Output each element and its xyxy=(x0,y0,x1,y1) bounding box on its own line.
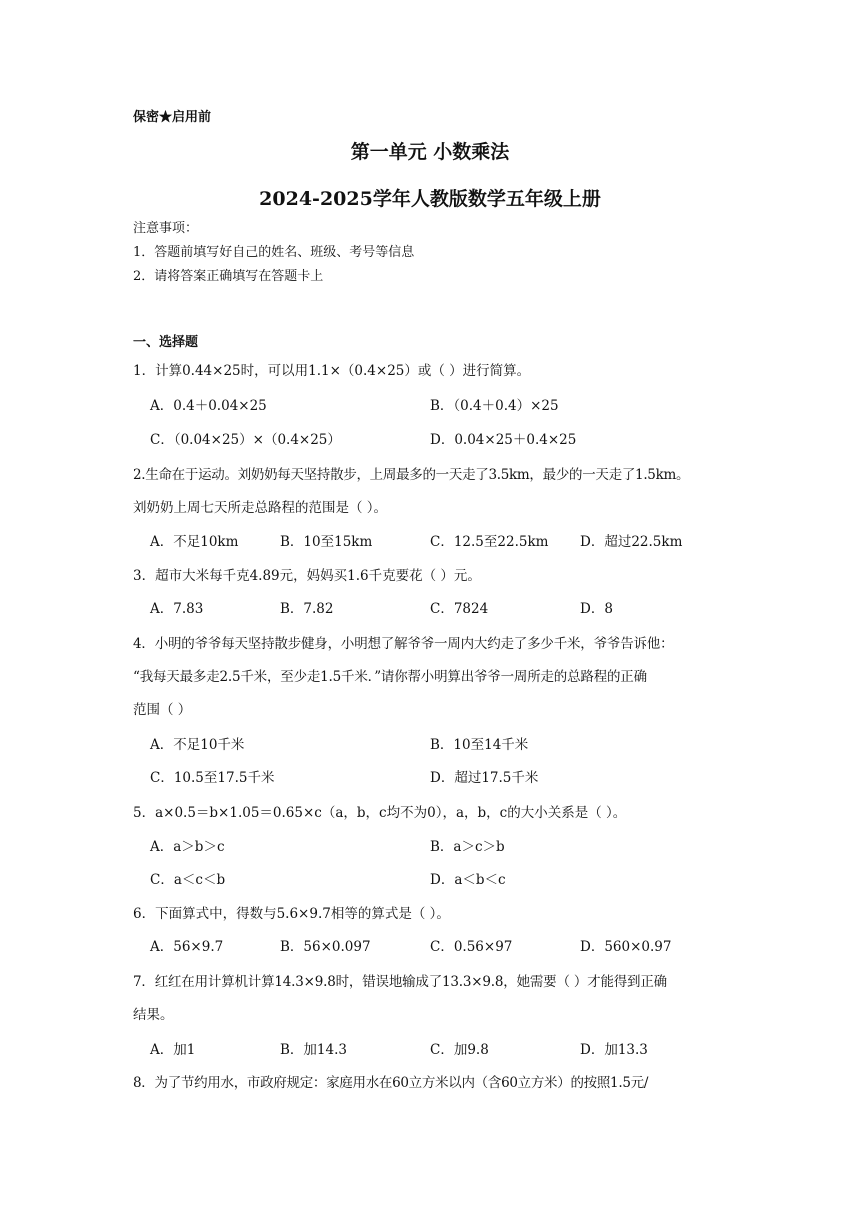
q6-option-b: B．56×0.097 xyxy=(280,939,371,955)
q2-option-d: D．超过22.5km xyxy=(580,534,683,550)
q7-option-c: C．加9.8 xyxy=(430,1042,489,1058)
q5-option-c: C．a＜c＜b xyxy=(150,872,226,888)
notes-item: 1．答题前填写好自己的姓名、班级、考号等信息 xyxy=(133,245,415,260)
question-7-text: 7．红红在用计算机计算14.3×9.8时，错误地输成了13.3×9.8，她需要（ ）才能得到正确 xyxy=(133,974,667,990)
q3-option-c: C．7824 xyxy=(430,601,489,617)
q3-option-b: B．7.82 xyxy=(280,601,334,617)
q4-option-b: B．10至14千米 xyxy=(430,737,529,753)
question-4-text-cont: “我每天最多走2.5千米，至少走1.5千米．”请你帮小明算出爷爷一周所走的总路程的正确 xyxy=(133,669,647,685)
q2-option-b: B．10至15km xyxy=(280,534,373,550)
q2-option-c: C．12.5至22.5km xyxy=(430,534,549,550)
question-4-text-cont: 范围（ ） xyxy=(133,702,192,718)
q1-option-d: D．0.04×25＋0.4×25 xyxy=(430,432,577,448)
question-1-text: 1．计算0.44×25时，可以用1.1×（0.4×25）或（ ）进行简算。 xyxy=(133,363,531,379)
question-8-text: 8．为了节约用水，市政府规定：家庭用水在60立方米以内（含60立方米）的按照1.5元/ xyxy=(133,1075,649,1091)
q5-option-b: B．a＞c＞b xyxy=(430,839,505,855)
question-3-text: 3．超市大米每千克4.89元，妈妈买1.6千克要花（ ）元。 xyxy=(133,568,481,584)
q1-option-a: A．0.4＋0.04×25 xyxy=(150,398,267,414)
page-subtitle: 2024-2025学年人教版数学五年级上册 xyxy=(259,188,601,210)
question-6-text: 6．下面算式中，得数与5.6×9.7相等的算式是（ ）。 xyxy=(133,906,450,922)
q7-option-a: A．加1 xyxy=(150,1042,196,1058)
q7-option-b: B．加14.3 xyxy=(280,1042,347,1058)
question-4-text: 4．小明的爷爷每天坚持散步健身，小明想了解爷爷一周内大约走了多少千米，爷爷告诉他： xyxy=(133,636,674,652)
notes-item: 2．请将答案正确填写在答题卡上 xyxy=(133,269,324,284)
q2-option-a: A．不足10km xyxy=(150,534,239,550)
question-5-text: 5．a×0.5＝b×1.05＝0.65×c（a，b，c均不为0），a，b，c的大小关系是（ ）。 xyxy=(133,805,627,821)
q4-option-c: C．10.5至17.5千米 xyxy=(150,770,275,786)
q1-option-c: C．（0.04×25）×（0.4×25） xyxy=(150,432,341,448)
section-title: 一、选择题 xyxy=(133,335,199,350)
q4-option-a: A．不足10千米 xyxy=(150,737,245,753)
q5-option-d: D．a＜b＜c xyxy=(430,872,506,888)
q6-option-d: D．560×0.97 xyxy=(580,939,672,955)
q3-option-d: D．8 xyxy=(580,601,613,617)
question-2-text: 2.生命在于运动。刘奶奶每天坚持散步，上周最多的一天走了3.5km，最少的一天走了1.5km。 xyxy=(133,467,690,483)
question-7-text-cont: 结果。 xyxy=(133,1007,174,1023)
q5-option-a: A．a＞b＞c xyxy=(150,839,225,855)
q1-option-b: B．（0.4＋0.4）×25 xyxy=(430,398,559,414)
q4-option-d: D．超过17.5千米 xyxy=(430,770,539,786)
q7-option-d: D．加13.3 xyxy=(580,1042,648,1058)
notes-heading: 注意事项： xyxy=(133,221,199,236)
page-title: 第一单元 小数乘法 xyxy=(350,141,510,163)
confidential-label: 保密★启用前 xyxy=(133,110,212,125)
question-2-text-cont: 刘奶奶上周七天所走总路程的范围是（ ）。 xyxy=(133,500,388,516)
q6-option-a: A．56×9.7 xyxy=(150,939,224,955)
q6-option-c: C．0.56×97 xyxy=(430,939,513,955)
q3-option-a: A．7.83 xyxy=(150,601,204,617)
